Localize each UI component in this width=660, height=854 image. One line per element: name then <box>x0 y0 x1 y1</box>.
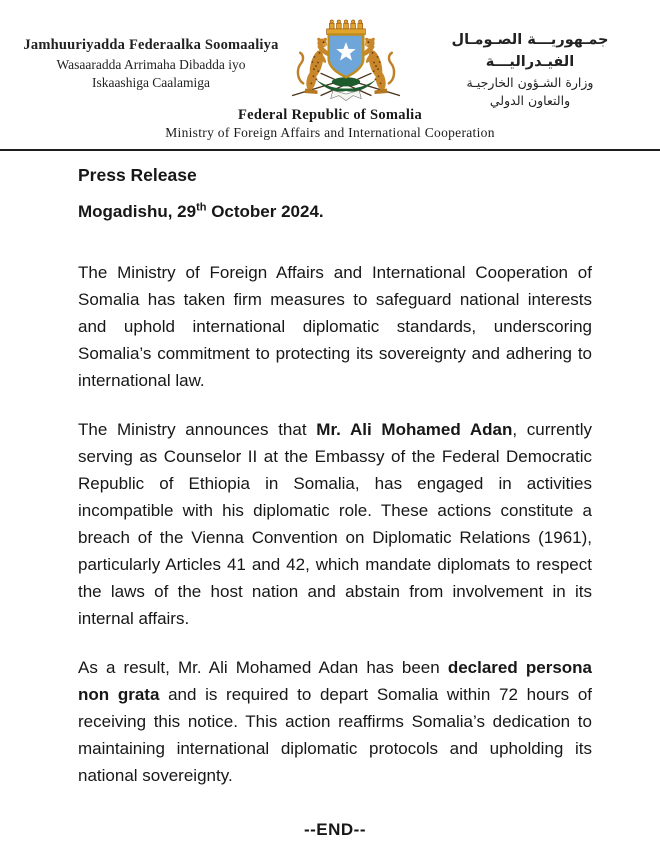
somali-ministry-line: Wasaaradda Arrimaha Dibadda iyo <box>56 56 246 72</box>
page-title: Press Release <box>78 164 197 185</box>
end-marker: --END-- <box>303 819 367 839</box>
ribbon-icon <box>331 90 362 100</box>
arabic-cooperation-line: والتعاون الدولي <box>489 92 571 108</box>
somalia-coat-of-arms-emblem <box>290 18 406 113</box>
press-release-paragraph: As a result, Mr. Ali Mohamed Adan has been declared persona non grata and is required to depart Somalia within 72 hours of receiving this notice. This action reaffirms Somalia’s dedication to maintaining international diplomatic protocols and upholding its national sovereignty. <box>78 657 593 785</box>
press-release-paragraph: The Ministry of Foreign Affairs and International Cooperation of Somalia has taken firm measures to safeguard national interests and uphold international diplomatic standards, underscoring Somalia’s commitment to protecting its sovereignty and adhering to international law. <box>78 262 592 390</box>
paragraphs-container <box>78 259 592 789</box>
somali-title: Jamhuuriyadda Federaalka Soomaaliya <box>23 37 279 53</box>
crown-icon <box>327 20 366 34</box>
somali-cooperation-line: Iskaashiga Caalamiga <box>91 74 211 90</box>
press-release-paragraph: The Ministry announces that Mr. Ali Mohamed Adan, currently serving as Counselor II at the Embassy of the Federal Democratic Republic of Ethiopia in Somalia, has engaged in activities incompatible with his diplomatic role. These actions constitute a breach of the Vienna Convention on Diplomatic Relations (1961), particularly Articles 41 and 42, which mandate diplomats to respect the laws of the host nation and abstain from involvement in its internal affairs. <box>78 419 592 628</box>
document-body <box>0 151 660 843</box>
ministry-title: Ministry of Foreign Affairs and International Cooperation <box>165 125 495 141</box>
arabic-title: جمـهوريـــة الصـومـال الفيـدراليـــة <box>451 32 609 70</box>
letterhead-english-block <box>0 106 660 142</box>
coat-of-arms-icon <box>290 18 402 108</box>
dateline: Mogadishu, 29th October 2024. <box>78 201 324 221</box>
arabic-ministry-line: وزارة الشـؤون الخارجيـة <box>466 74 594 90</box>
country-title: Federal Republic of Somalia <box>237 107 423 123</box>
palm-leaves-icon <box>315 77 376 91</box>
letterhead-somali-block <box>12 36 290 92</box>
shield-icon <box>329 34 364 77</box>
letterhead-arabic-block <box>406 30 654 110</box>
letterhead <box>0 0 660 113</box>
